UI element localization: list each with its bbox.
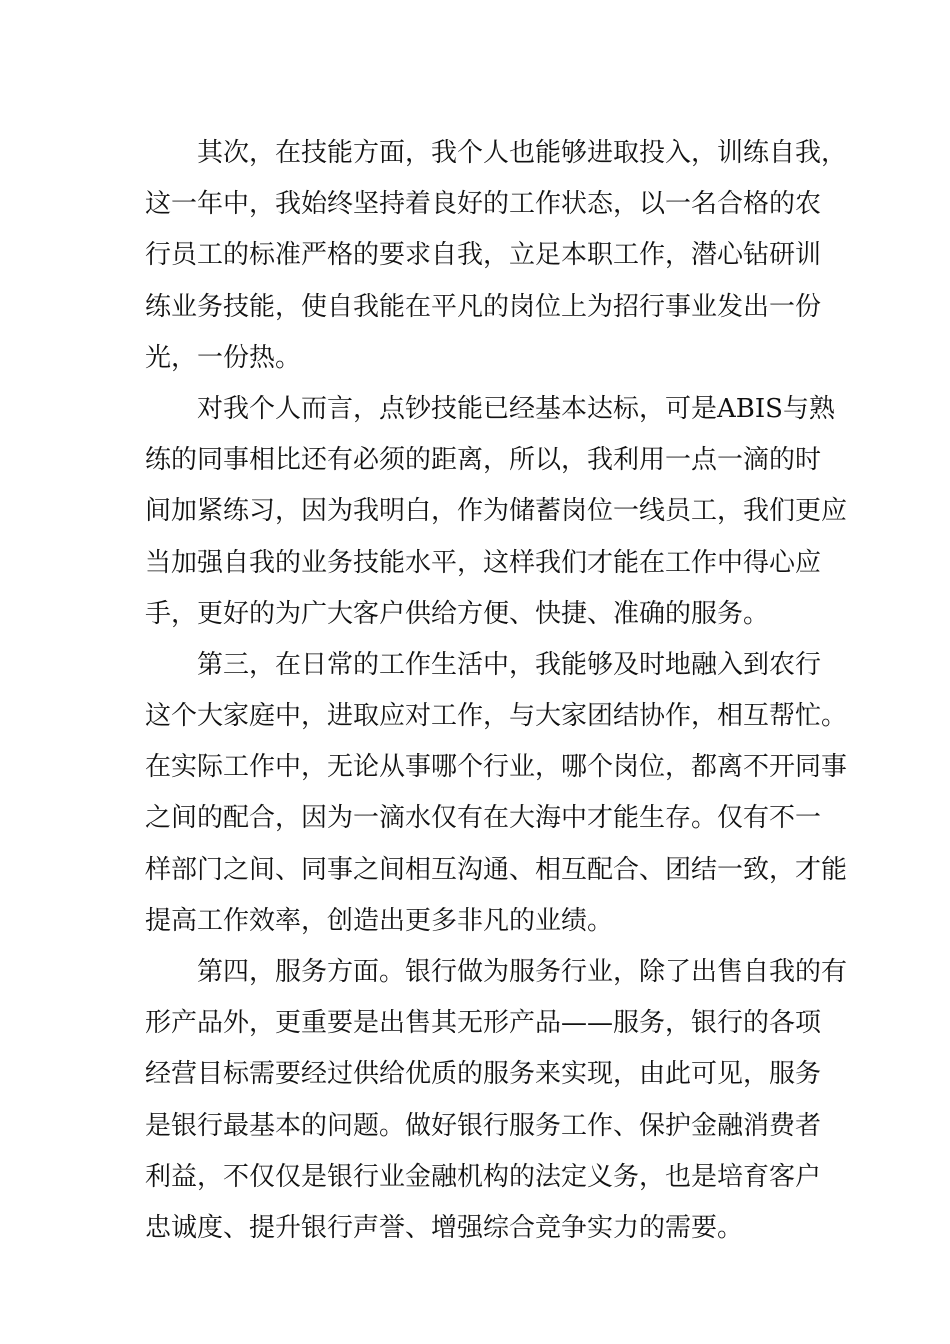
text-line: 这个大家庭中，进取应对工作，与大家团结协作，相互帮忙。 <box>145 701 848 732</box>
text-line: 第三，在日常的工作生活中，我能够及时地融入到农行 <box>197 649 822 680</box>
paragraph-teamwork <box>145 640 848 947</box>
text-line: 提高工作效率，创造出更多非凡的业绩。 <box>145 905 614 936</box>
text-line: 练的同事相比还有必须的距离，所以，我利用一点一滴的时 <box>145 445 822 476</box>
text-line: 间加紧练习，因为我明白，作为储蓄岗位一线员工，我们更应 <box>145 496 848 527</box>
document-body <box>145 128 848 1254</box>
text-line: 行员工的标准严格的要求自我，立足本职工作，潜心钻研训 <box>145 240 822 271</box>
text-line: 第四，服务方面。银行做为服务行业，除了出售自我的有 <box>197 957 848 987</box>
text-line: 手，更好的为广大客户供给方便、快捷、准确的服务。 <box>145 598 770 629</box>
text-line: 在实际工作中，无论从事哪个行业，哪个岗位，都离不开同事 <box>145 752 848 783</box>
paragraph-skills <box>145 128 848 384</box>
paragraph-service <box>145 947 848 1254</box>
text-line: 忠诚度、提升银行声誉、增强综合竞争实力的需要。 <box>145 1212 744 1243</box>
text-line: 这一年中，我始终坚持着良好的工作状态，以一名合格的农 <box>145 189 822 220</box>
text-line: 利益，不仅仅是银行业金融机构的法定义务，也是培育客户 <box>145 1161 822 1192</box>
text-line: 是银行最基本的问题。做好银行服务工作、保护金融消费者 <box>145 1110 822 1141</box>
paragraph-cash-counting <box>145 384 848 640</box>
text-line: 之间的配合，因为一滴水仅有在大海中才能生存。仅有不一 <box>145 803 822 834</box>
text-line: 当加强自我的业务技能水平，这样我们才能在工作中得心应 <box>145 547 822 578</box>
text-line: 练业务技能，使自我能在平凡的岗位上为招行事业发出一份 <box>145 291 822 322</box>
text-line: 对我个人而言，点钞技能已经基本达标，可是ABIS与熟 <box>197 393 835 424</box>
text-line: 其次，在技能方面，我个人也能够进取投入，训练自我， <box>197 138 848 168</box>
text-line: 光，一份热。 <box>145 342 302 373</box>
text-line: 样部门之间、同事之间相互沟通、相互配合、团结一致，才能 <box>145 854 848 885</box>
text-line: 形产品外，更重要是出售其无形产品——服务，银行的各项 <box>145 1008 822 1039</box>
text-line: 经营目标需要经过供给优质的服务来实现，由此可见，服务 <box>145 1059 822 1090</box>
